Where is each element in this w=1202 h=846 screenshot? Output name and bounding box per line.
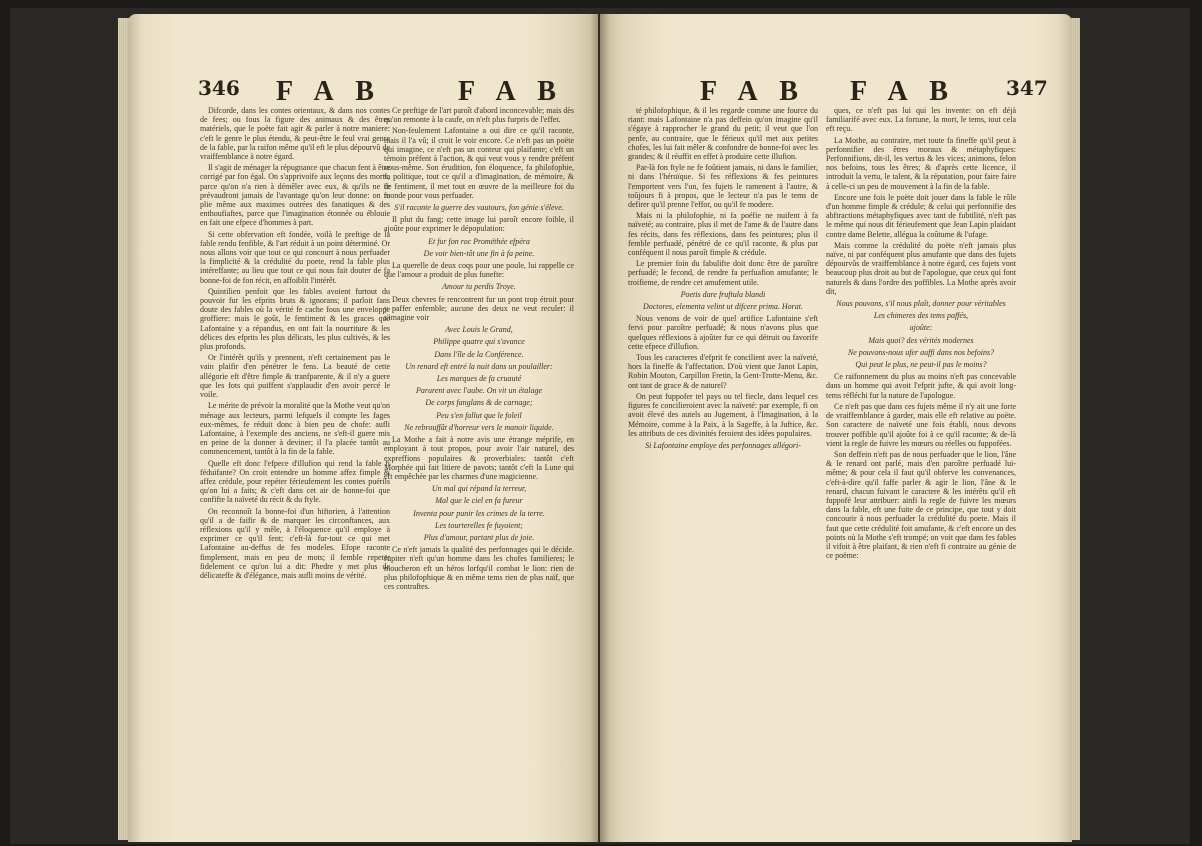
paragraph: On reconnoît la bonne-foi d'un hiftorien, à l'attention qu'il a de faifir & de marquer les circonftances, aux réflexions qu'il y mêle, à l'éloquence qu'il employe à exprimer ce qu'il fent; c'eft-là fur-tout ce qui met Lafontaine au-deffus de fes modeles. Efope raconte fimplement, mais en peu de mots; il femble repeter fidelement ce qu'on lui a dit: Phedre y met plus de délicateffe & d'élégance, mais aufli moins de vérité.: [200, 506, 390, 580]
paragraph: Inventa pour punir les crimes de la terre.: [413, 508, 545, 518]
paragraph: Qui peut le plus, ne peut-il pas le moins?: [855, 360, 987, 370]
paragraph: Si Lafontaine employe des perfonnages allégori-: [645, 440, 801, 450]
paragraph: La Mothe, au contraire, met toute fa fineffe qu'il peut à perfonnifier des êtres moraux & métaphyfiques: Perfonnifions, dit-il, les vertus & les vices; animons, felon nos befoins, tous les êtres; & d'après cette licence, il introduit la vertu, le talent, & la réputation, pour faire faire à celle-ci un peu de mouvement à la fin de la fable.: [826, 135, 1016, 191]
paragraph: Quintilien penfoit que les fables avoient furtout du pouvoir fur les efprits bruts & ignorans; il parloit fans doute des fables où la vérité fe cache fous une enveloppe groffiere: mais le goût, le fentiment & les graces que Lafontaine y a répandus, en ont fait la nourriture & les délices des efprits les plus délicats, les plus cultivés, & les plus profonds.: [200, 286, 390, 352]
paragraph: Les chimeres des tems paffés,: [873, 311, 969, 321]
paragraph: Mais ni la philofophie, ni fa poéfie ne nuifent à fa naïveté; au contraire, plus il met de l'ame & de l'autre dans fes récits, dans fes réflexions, dans fes peintures; plus il femble perfuadé, pénétré de ce qu'il raconte, & plus par conféquent il nous paroît fimple & crédule.: [628, 211, 818, 258]
left-page-column-1: [200, 106, 390, 582]
paragraph: Nous pouvons, s'il nous plaît, donner pour véritables: [836, 299, 1006, 309]
paragraph: Ne rebrouffât d'horreur vers le manoir liquide.: [404, 422, 554, 432]
paragraph: Son deffein n'eft pas de nous perfuader que le lion, l'âne & le renard ont parlé, mais d'en paroître perfuadé lui-même; & pour cela il faut qu'il obferve les convenances, c'eft-à-dire qu'il faffe parler & agir le lion, l'âne & le renard, chacun fuivant le caractere & les intérêts qu'il eft fuppofé leur attribuer: ainfi la regle de fuivre les mœurs dans la fable, eft une fuite de ce principe, que tout y doit concourir à nous perfuader la crédulité du poete. Mais il faut que cette crédulité foit amufante, & c'eft encore un des points où la Mothe s'eft trompé; on voit que dans fes fables il vifoit à être plaifant, & rien n'eft fi contraire au génie de ce poëme:: [826, 449, 1016, 561]
paragraph: Si cette obfervation eft fondée, voilà le preftige de la fable rendu fenfible, & l'art réduit à un point déterminé. Or nous allons voir que tout ce qui concourt à nous perfuader la fimplicité & la crédulité du poete, rend la fable plus intéreffante; au lieu que tout ce qui nous fait douter de fa bonne-foi de fon récit, en affoiblit l'intérêt.: [200, 229, 390, 285]
paragraph: Quelle eft donc l'efpece d'illufion qui rend la fable fi féduifante? On croit entendre un homme affez fimple & affez crédule, pour repéter férieufement les contes puérils qu'on lui a faits; & c'eft dans cet air de bonne-foi que confifte la naïveté du récit & du ftyle.: [200, 458, 390, 505]
paragraph: Dans l'île de la Conférence.: [434, 349, 524, 359]
paragraph: De corps fanglans & de carnage;: [425, 398, 533, 408]
paragraph: Mais quoi? des vérités modernes: [868, 335, 974, 345]
paragraph: Un mal qui répand la terreur,: [431, 484, 527, 494]
paragraph: Or l'intérêt qu'ils y prennent, n'eft certainement pas le vain plaifir d'en pénétrer le fens. La beauté de cette allégorie eft d'être fimple & tranfparente, & il n'y a guere que les fots qui puiffent s'applaudir d'en avoir percé le voile.: [200, 353, 390, 400]
paragraph: Mal que le ciel en fa fureur: [435, 496, 523, 506]
paragraph: La Mothe a fait à notre avis une étrange méprife, en employant à tout propos, pour avoir l'air naturel, des expreffions populaires & proverbiales: tantôt c'eft Morphée qui fait litiere de pavots; tantôt c'eft la Lune qui eft empêchée par les charmes d'une magicienne.: [384, 435, 574, 481]
paragraph: Poetis dare fruftula blandi: [680, 289, 766, 299]
right-page: [600, 14, 1072, 842]
paragraph: Encore une fois le poëte doit jouer dans la fable le rôle d'un homme fimple & crédule; & celui qui perfonnifie des abftractions métaphyfiques avec tant de fubtilité, n'eft pas le même qui nous dit férieufement que Jean Lapin plaidant contre dame Belette, allégua la coûtume & l'ufage.: [826, 192, 1016, 239]
paragraph: Avec Louis le Grand,: [445, 325, 513, 335]
paragraph: Non-feulement Lafontaine a oui dire ce qu'il raconte, mais il l'a vû; il croit le voir encore. Ce n'eft pas un poëte qui imagine, ce n'eft pas un conteur qui plaifante; c'eft un témoin préfent à l'action, & qui veut vous y rendre préfent vous-même. Son érudition, fon éloquence, fa philofophie, fa politique, tout ce qu'il a d'imagination, de mémoire, & de fentiment, il met tout en œuvre de la meilleure foi du monde pour vous perfuader.: [384, 126, 574, 200]
paragraph: ques, ce n'eft pas lui qui les invente: on eft déjà familiarifé avec eux. La fortune, la mort, le tems, tout cela eft reçu.: [826, 106, 1016, 134]
paragraph: té philofophique, & il les regarde comme une fource du riant: mais Lafontaine n'a pas deffein qu'on imagine qu'il s'égaye à rapprocher le grand du petit; il veut que l'on penfe, au contraire, que le férieux qu'il met aux petites chofes, les lui fait mêler & confondre de bonne-foi avec les grandes; & il réuffit en effet à produire cette illufion.: [628, 106, 818, 162]
paragraph: Deux chevres fe rencontrent fur un pont trop étroit pour y paffer enfemble; aucune des deux ne veut reculer: il s'imagine voir: [384, 294, 574, 323]
paragraph: Par-là fon ftyle ne fe foûtient jamais, ni dans le familier, ni dans l'héroïque. Si fes réflexions & fes peintures l'emportent vers l'un, fes fujets le ramenent à l'autre, & toûjours fi à propos, que le lecteur n'a pas le tems de defirer qu'il prenne l'effor, ou qu'il fe modere.: [628, 163, 818, 210]
book-gutter: [590, 14, 610, 842]
paragraph: Le mérite de prévoir la moralité que la Mothe veut qu'on ménage aux lecteurs, parmi lefquels il compte les fages eux-mêmes, fe réduit donc à bien peu de chofe: aufli Lafontaine, à l'exemple des anciens, ne s'eft-il guere mis en peine de la donner à deviner; il l'a placée tantôt au commencement, tantôt à la fin de la fable.: [200, 401, 390, 457]
left-page-column-2: [384, 106, 574, 593]
running-head-left-col1: F A B: [276, 76, 382, 107]
paragraph: Le premier foin du fabulifte doit donc être de paroître perfuadé; le fecond, de rendre fa perfuafion amufante; le troifieme, de rendre cet amufement utile.: [628, 259, 818, 287]
paragraph: Philippe quatre qui s'avance: [433, 337, 525, 347]
paragraph: Il s'agit de ménager la répugnance que chacun fent à être corrigé par fon égal. On s'apprivoife aux leçons des morts, parce qu'on n'a rien à démêler avec eux, & qu'ils ne fe prévaudront jamais de l'avantage qu'on leur donne: on fe plie même aux maximes outrées des fanatiques & des enthoufiaftes, parce que l'imagination étonnée ou éblouie en fait une efpece d'hommes à part.: [200, 163, 390, 228]
running-head-right-col2: F A B: [850, 76, 956, 107]
paragraph: Un renard eft entré la nuit dans un poulailler:: [405, 361, 553, 371]
paragraph: Et fur fon roc Prométhée efpéra: [428, 236, 530, 246]
paragraph: Nous venons de voir de quel artifice Lafontaine s'eft fervi pour paroître perfuadé; & nous n'avons plus que quelques réflexions à ajoûter fur ce qui détruit ou favorife cette efpece d'illufion.: [628, 314, 818, 351]
paragraph: Ce raifonnement du plus au moins n'eft pas concevable dans un homme qui avoit l'efprit jufte, & qui avoit long-tems réfléchi fur la nature de l'apologue.: [826, 372, 1016, 400]
running-head-right-col1: F A B: [700, 76, 806, 107]
paragraph: Difcorde, dans les contes orientaux, & dans nos contes de fees; ou fous la figure des animaux & des êtres matériels, que le poëte fait agir & parler à notre maniere: c'eft le genre le plus étendu, & peut-être le feul vrai genre de la fable, par la raifon même qu'il eft le plus dépourvû de vraiffemblance à notre égard.: [200, 106, 390, 162]
page-number-left: 346: [198, 76, 240, 100]
paragraph: S'il raconte la guerre des vautours, fon génie s'éleve.: [394, 203, 564, 213]
left-page: [128, 14, 598, 842]
paragraph: Mais comme la crédulité du poëte n'eft jamais plus naïve, ni par conféquent plus amufante que dans des fujets dépourvûs de vraiffemblance à notre égard, ces fujets vont beaucoup plus droit au but de l'apologue, que ceux qui font naturels & dans l'ordre des poffibles. La Mothe après avoir dit,: [826, 240, 1016, 296]
paragraph: Ce preftige de l'art paroît d'abord inconcevable; mais dès qu'on remonte à la caufe, on n'eft plus furpris de l'effet.: [384, 106, 574, 125]
paragraph: Ne pouvons-nous ufer auffi dans nos befoins?: [847, 347, 995, 357]
paragraph: Ce n'eft pas que dans ces fujets même il n'y ait une forte de vraiffemblance à garder, mais elle eft relative au poëte. Son caractere de naïveté une fois établi, nous devons trouver poffible qu'il ajoûte foi à ce qu'il raconte; & de-là vient la regle de fuivre les mœurs ou réelles ou fuppofées.: [826, 401, 1016, 448]
paragraph: Il plut du fang; cette image lui paroît encore foible, il ajoûte pour exprimer le dépopulation:: [384, 215, 574, 234]
paragraph: On peut fuppofer tel pays ou tel fiecle, dans lequel ces figures fe concilieroient avec la naïveté: par exemple, fi on avoit élevé des autels au Jugement, à l'Imagination, à la Mémoire, comme à la Paix, à la Sageffe, à la Juftice, &c. les attributs de ces divinités feroient des idées populaires.: [628, 391, 818, 438]
paragraph: Tous les caracteres d'efprit fe concilient avec la naïveté, hors la fineffe & l'affectation. D'où vient que Janot Lapin, Robin Mouton, Carpillon Fretin, la Gent-Trotte-Menu, &c. ont tant de grace & de naturel?: [628, 353, 818, 390]
paragraph: Les marques de fa cruauté: [436, 374, 522, 384]
running-head-left-col2: F A B: [458, 76, 564, 107]
paragraph: De voir bien-tôt une fin à fa peine.: [423, 248, 535, 258]
right-page-column-2: [826, 106, 1016, 562]
paragraph: Amour tu perdis Troye.: [442, 282, 516, 292]
paragraph: ajoûte:: [909, 323, 933, 333]
page-number-right: 347: [1006, 76, 1048, 100]
paragraph: Peu s'en fallut que le foleil: [436, 410, 522, 420]
paragraph: Plus d'amour, partant plus de joie.: [423, 532, 535, 542]
paragraph: Doctores, elementa velint ut difcere prima. Horat.: [642, 302, 804, 312]
paragraph: Ce n'eft jamais la qualité des perfonnages qui le décide. Jupiter n'eft qu'un homme dans les chofes familieres; le moucheron eft un héros lorfqu'il combat le lion: rien de plus philofophique & en même tems rien de plus naïf, que ces contraftes.: [384, 545, 574, 591]
paragraph: Parurent avec l'aube. On vit un étalage: [415, 386, 543, 396]
paragraph: Les tourterelles fe fuyoient;: [435, 520, 523, 530]
right-page-column-1: [628, 106, 818, 453]
paragraph: La querelle de deux coqs pour une poule, lui rappelle ce que l'amour a produit de plus funefte:: [384, 261, 574, 280]
